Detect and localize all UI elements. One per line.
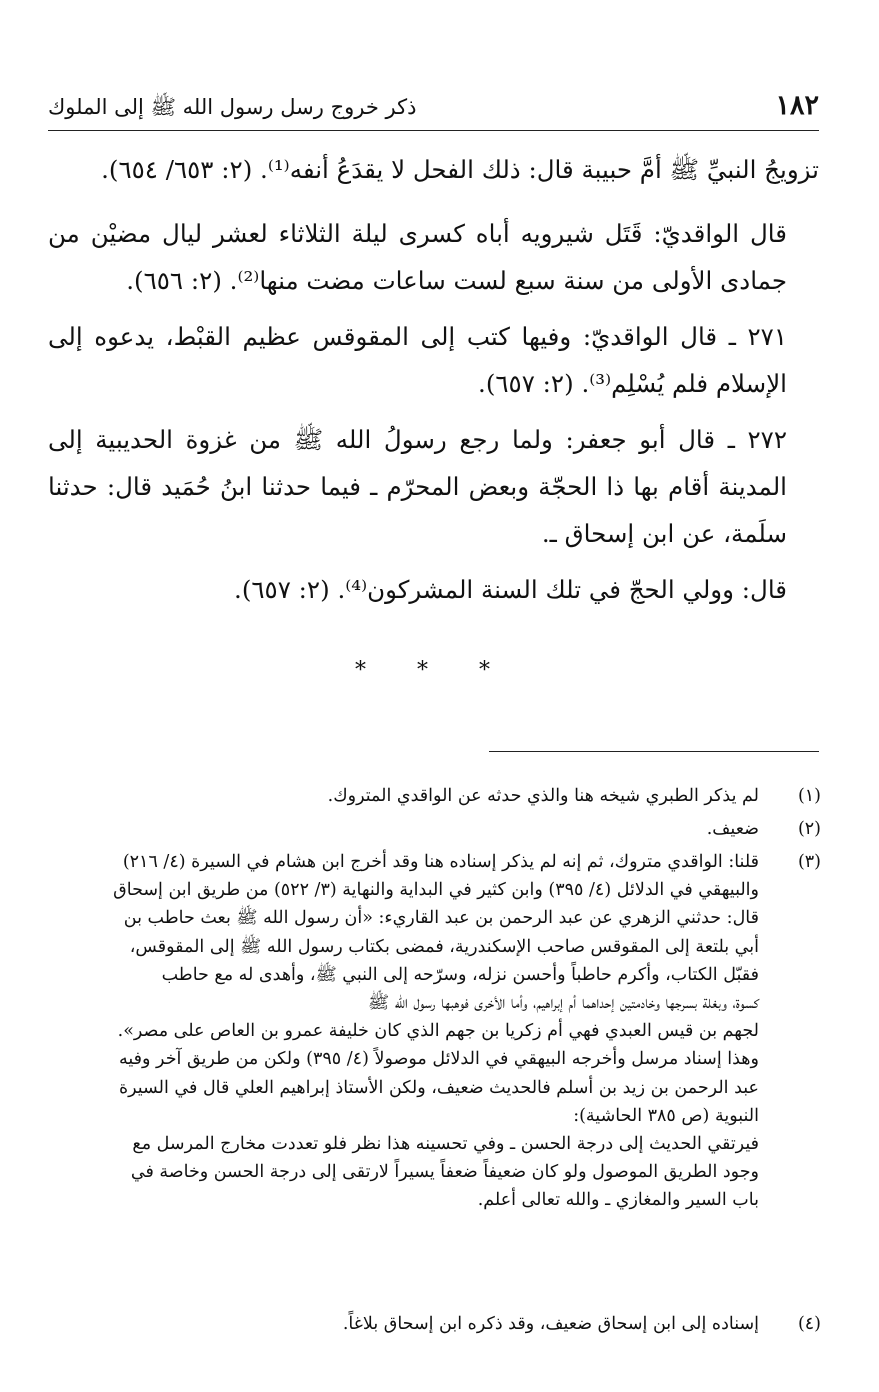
footnote-line: لجهم بن قيس العبدي فهي أم زكريا بن جهم الذي كان خليفة عمرو بن العاص على مصر». [117,1021,759,1042]
footnote-1 [48,782,821,810]
running-header [48,88,819,131]
footnote-2 [48,815,821,843]
paragraph-1: تزويجُ النبيِّ ﷺ أمَّ حبيبة قال: ذلك الفحل لا يقدَعُ أنفه⁽¹⁾. (٢: ٦٥٣/ ٦٥٤). [101,155,819,184]
footnote-line: أبي بلتعة إلى المقوقس صاحب الإسكندرية، فمضى بكتاب رسول الله ﷺ إلى المقوقس، [129,936,759,957]
footnote-text [48,815,759,843]
footnote-divider [489,751,819,752]
footnote-number: (٣) [797,852,821,872]
footnote-3 [48,848,821,1215]
footnote-line: عبد الرحمن بن زيد بن أسلم فالحديث ضعيف، ولكن الأستاذ إبراهيم العلي قال في السيرة [118,1077,759,1098]
footnote-line: قال: حدثني الزهري عن عبد الرحمن بن عبد القاريء: «أن رسول الله ﷺ بعث حاطب بن [123,908,759,929]
footnote-line: وجود الطريق الموصول ولو كان ضعيفاً ضعفاً يسيراً لارتقى إلى درجة الحسن وخاصة في [130,1162,759,1183]
page-number: ١٨٢ [775,90,819,121]
footnote-line: النبوية (ص ٣٨٥ الحاشية): [573,1105,759,1126]
footnote-line: وهذا إسناد مرسل وأخرجه البيهقي في الدلائل موصولاً (٤/ ٣٩٥) ولكن من طريق آخر وفيه [119,1049,759,1070]
running-title: ذكر خروج رسل رسول الله ﷺ إلى الملوك [48,95,417,119]
footnote-line: باب السير والمغازي ـ والله تعالى أعلم. [477,1190,759,1211]
paragraph-5: قال: وولي الحجّ في تلك السنة المشركون⁽⁴⁾. (٢: ٦٥٧). [234,575,787,604]
footnote-number: (٢) [797,819,821,839]
footnote-text [48,848,759,1215]
footnote-line: ضعيف. [706,819,759,839]
footnote-4 [48,1310,821,1338]
footnote-line: لم يذكر الطبري شيخه هنا والذي حدثه عن الواقدي المتروك. [327,786,759,806]
paragraph-271: ٢٧١ ـ قال الواقديّ: وفيها كتب إلى المقوقس عظيم القبْط، يدعوه إلى الإسلام فلم يُسْلِم⁽³⁾. (٢: ٦٥٧). [48,322,787,398]
section-ornament: * * * [355,658,512,683]
footnote-line: إسناده إلى ابن إسحاق ضعيف، وقد ذكره ابن إسحاق بلاغاً. [342,1314,759,1334]
footnote-line: كسوة، وبغلة بسرجها وخادمتين إحداهما أم إبراهيم، وأما الأخرى فوهبها رسول الله ﷺ [368,993,759,1014]
footnote-number: (٤) [797,1314,821,1334]
footnote-text [48,1310,759,1338]
footnote-line: والبيهقي في الدلائل (٤/ ٣٩٥) وابن كثير في البداية والنهاية (٣/ ٥٢٢) من طريق ابن إسحاق [113,880,759,901]
footnote-number: (١) [797,786,821,806]
footnote-line: فيرتقي الحديث إلى درجة الحسن ـ وفي تحسينه هذا نظر فلو تعددت مخارج المرسل مع [132,1134,759,1155]
footnote-line: قلنا: الواقدي متروك، ثم إنه لم يذكر إسناده هنا وقد أخرج ابن هشام في السيرة (٤/ ٢١٦) [122,852,759,872]
paragraph-272: ٢٧٢ ـ قال أبو جعفر: ولما رجع رسولُ الله ﷺ من غزوة الحديبية إلى المدينة أقام بها ذا الحجّة وبعض المحرّم ـ فيما حدثنا ابنُ حُمَيد قال: حدثنا سلَمة، عن ابن إسحاق ـ. [48,425,787,548]
footnote-text [48,782,759,810]
footnote-line: فقبّل الكتاب، وأكرم حاطباً وأحسن نزله، وسرّحه إلى النبي ﷺ، وأهدى له مع حاطب [161,964,759,985]
paragraph-2: قال الواقديّ: قَتَل شيرويه أباه كسرى ليلة الثلاثاء لعشر ليال مضيْن من جمادى الأولى من سنة سبع لست ساعات مضت منها⁽²⁾. (٢: ٦٥٦). [48,219,787,295]
